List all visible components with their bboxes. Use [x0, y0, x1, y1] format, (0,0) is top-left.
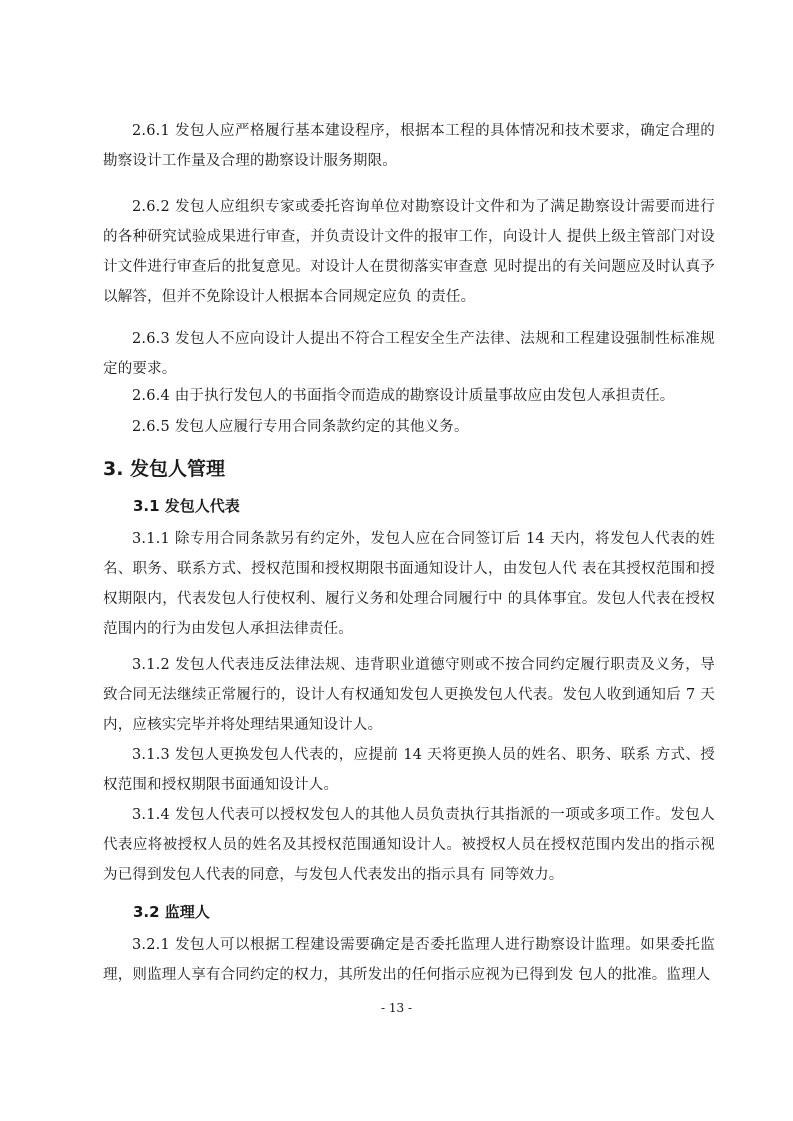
paragraph-2-6-4: 2.6.4 由于执行发包人的书面指令而造成的勘察设计质量事故应由发包人承担责任。	[132, 388, 675, 404]
paragraph-2-6-2: 2.6.2 发包人应组织专家或委托咨询单位对勘察设计文件和为了满足勘察设计需要而进行的各种研究试验成果进行审查，并负责设计文件的报审工作，向设计人 提供上级主管部门对设计文件进行审查后的批复意见。对设计人在贯彻落实审查意 见时提出的有关问题应及时认真予以解答，但并不免除设计人根据本合同规定应负 的责任。	[103, 199, 715, 305]
paragraph-2-6-5: 2.6.5 发包人应履行专用合同条款约定的其他义务。	[132, 419, 469, 435]
paragraph-3-1-3: 3.1.3 发包人更换发包人代表的，应提前 14 天将更换人员的姓名、职务、联系 方式、授权范围和授权期限书面通知设计人。	[103, 747, 715, 793]
paragraph-3-2-1: 3.2.1 发包人可以根据工程建设需要确定是否委托监理人进行勘察设计监理。如果委托监理，则监理人享有合同约定的权力，其所发出的任何指示应视为已得到发 包人的批准。监理人	[103, 937, 715, 983]
page-number: - 13 -	[380, 1001, 412, 1015]
paragraph-3-1-1: 3.1.1 除专用合同条款另有约定外，发包人应在合同签订后 14 天内，将发包人代表的姓名、职务、联系方式、授权范围和授权期限书面通知设计人，由发包人代 表在其授权范围和授权期限内，代表发包人行使权利、履行义务和处理合同履行中 的具体事宜。发包人代表在授权范围内的行为由发包人承担法律责任。	[103, 531, 715, 637]
paragraph-3-1-2: 3.1.2 发包人代表违反法律法规、违背职业道德守则或不按合同约定履行职责及义务，导致合同无法继续正常履行的，设计人有权通知发包人更换发包人代表。发包人收到通知后 7 天内，应核实完毕并将处理结果通知设计人。	[103, 657, 715, 733]
subsection-heading-3-1: 3.1 发包人代表	[133, 497, 240, 515]
paragraph-2-6-1: 2.6.1 发包人应严格履行基本建设程序，根据本工程的具体情况和技术要求，确定合理的勘察设计工作量及合理的勘察设计服务期限。	[103, 123, 715, 169]
paragraph-2-6-3: 2.6.3 发包人不应向设计人提出不符合工程安全生产法律、法规和工程建设强制性标准规定的要求。	[103, 331, 715, 377]
paragraph-3-1-4: 3.1.4 发包人代表可以授权发包人的其他人员负责执行其指派的一项或多项工作。发包人代表应将被授权人员的姓名及其授权范围通知设计人。被授权人员在授权范围内发出的指示视为已得到发包人代表的同意，与发包人代表发出的指示具有 同等效力。	[103, 807, 715, 883]
section-heading-3: 3. 发包人管理	[103, 458, 226, 480]
subsection-heading-3-2: 3.2 监理人	[133, 903, 210, 921]
